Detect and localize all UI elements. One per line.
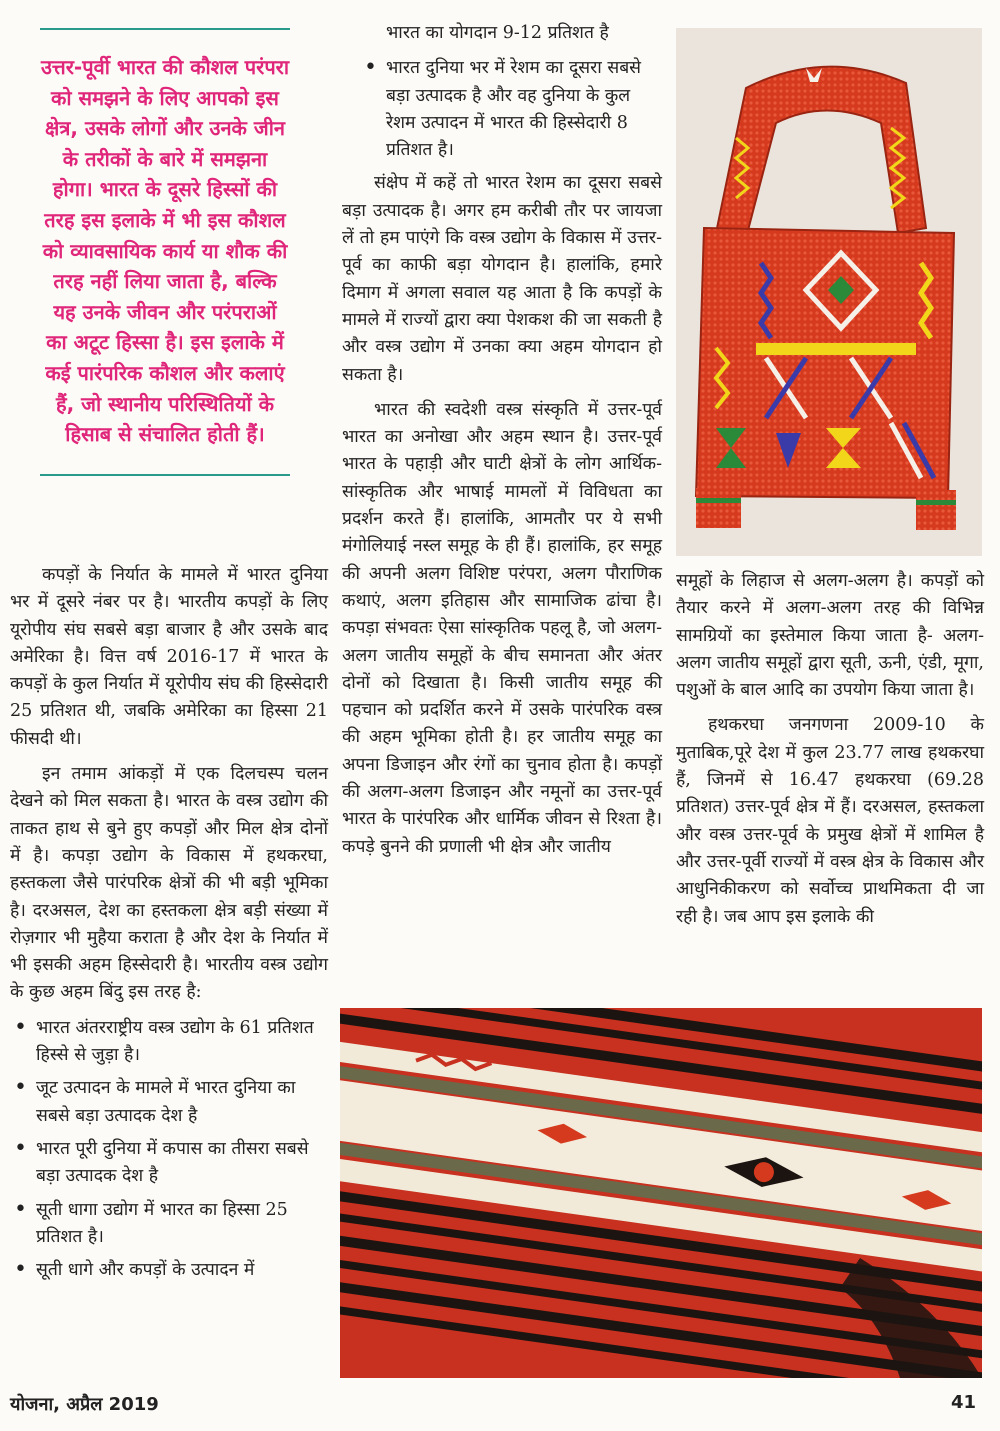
paragraph: समूहों के लिहाज से अलग-अलग है। कपड़ों को तैयार करने में अलग-अलग तरह की विभिन्न सामग्रियों का इस्तेमाल किया जाता है- अलग-अलग जातीय समूहों द्वारा सूती, ऊनी, एंडी, मूगा, पशुओं के बाल आदि का उपयोग किया जाता है। [676, 571, 984, 701]
magazine-footer: योजना, अप्रैल 2019 [10, 1394, 159, 1415]
paragraph: इन तमाम आंकड़ों में एक दिलचस्प चलन देखने को मिल सकता है। भारत के वस्त्र उद्योग की ताकत हाथ से बुने हुए कपड़ों और मिल क्षेत्र दोनों में है। कपड़ा उद्योग के विकास में हथकरघा, हस्तकला जैसे पारंपरिक क्षेत्रों की भी बड़ी भूमिका है। दरअसल, देश का हस्तकला क्षेत्र बड़ी संख्या में रोज़गार भी मुहैया कराता है और देश के निर्यात में भी इसकी अहम हिस्सेदारी है। भारतीय वस्त्र उद्योग के कुछ अहम बिंदु इस तरह है: [10, 764, 328, 1003]
pull-quote [40, 28, 290, 476]
page-number: 41 [950, 1392, 976, 1413]
column-middle [342, 20, 662, 869]
column-right [676, 568, 984, 939]
pull-quote-text: उत्तर-पूर्वी भारत की कौशल परंपरा को समझने के लिए आपको इस क्षेत्र, उसके लोगों और उनके जीन के तरीकों के बारे में समझना होगा। भारत के दूसरे हिस्सों की तरह इस इलाके में भी इस कौशल को व्यावसायिक कार्य या शौक की तरह नहीं लिया जाता है, बल्कि यह उनके जीवन और परंपराओं का अटूट हिस्सा है। इस इलाके में कई पारंपरिक कौशल और कलाएं हैं, जो स्थानीय परिस्थितियों के हिसाब से संचालित होती हैं। [40, 55, 290, 447]
list-item: • भारत पूरी दुनिया में कपास का तीसरा सबसे बड़ा उत्पादक देश है [36, 1136, 328, 1191]
paragraph: भारत की स्वदेशी वस्त्र संस्कृति में उत्तर-पूर्व भारत का अनोखा और अहम स्थान है। उत्तर-पूर्व भारत के पहाड़ी और घाटी क्षेत्रों के लोग आर्थिक-सांस्कृतिक और भाषाई मामलों में विविधता का प्रदर्शन करते हैं। हालांकि, आमतौर पर ये सभी मंगोलियाई नस्ल समूह के ही हैं। हालांकि, हर समूह की अपनी अलग विशिष्ट परंपरा, अलग पौराणिक कथाएं, अलग इतिहास और सामाजिक ढांचा है। कपड़ा संभवतः ऐसा सांस्कृतिक पहलू है, जो अलग-अलग जातीय समूहों के बीच समानता और अंतर दोनों को दिखाता है। किसी जातीय समूह की पहचान को प्रदर्शित करने में उसके पारंपरिक वस्त्र की अहम भूमिका होती है। हर जातीय समूह का अपना डिजाइन और रंगों का चुनाव होता है। कपड़ों की अलग-अलग डिजाइन और नमूनों का उत्तर-पूर्व भारत के पारंपरिक और धार्मिक जीवन से रिश्ता है। कपड़े बुनने की प्रणाली भी क्षेत्र और जातीय [342, 399, 662, 857]
bullet-list [342, 55, 662, 164]
list-item: • भारत अंतरराष्ट्रीय वस्त्र उद्योग के 61 प्रतिशत हिस्से से जुड़ा है। [36, 1015, 328, 1070]
continued-text: भारत का योगदान 9-12 प्रतिशत है [386, 23, 609, 43]
list-item: • सूती धागे और कपड़ों के उत्पादन में [36, 1257, 328, 1284]
striped-shawl-photo [340, 1008, 982, 1378]
paragraph: कपड़ों के निर्यात के मामले में भारत दुनिया भर में दूसरे नंबर पर है। भारतीय कपड़ों के लिए यूरोपीय संघ सबसे बड़ा बाजार है और उसके बाद अमेरिका है। वित्त वर्ष 2016-17 में भारत के कपड़ों के कुल निर्यात में यूरोपीय संघ की हिस्सेदारी 25 प्रतिशत थी, जबकि अमेरिका का हिस्सा 21 फीसदी थी। [10, 565, 328, 749]
paragraph: संक्षेप में कहें तो भारत रेशम का दूसरा सबसे बड़ा उत्पादक है। अगर हम करीबी तौर पर जायजा लें तो हम पाएंगे कि वस्त्र उद्योग के विकास में उत्तर-पूर्व का काफी बड़ा योगदान है। हालांकि, हमारे दिमाग में अगला सवाल यह आता है कि कपड़ों के मामले में राज्यों द्वारा क्या पेशकश की जा सकती है और वस्त्र उद्योग में उनका क्या अहम योगदान हो सकता है। [342, 173, 662, 385]
list-item: • सूती धागा उद्योग में भारत का हिस्सा 25 प्रतिशत है। [36, 1197, 328, 1252]
bullet-list [10, 1015, 328, 1285]
list-item: • भारत दुनिया भर में रेशम का दूसरा सबसे बड़ा उत्पादक है और वह दुनिया के कुल रेशम उत्पादन में भारत की हिस्सेदारी 8 प्रतिशत है। [386, 55, 662, 164]
list-item: • जूट उत्पादन के मामले में भारत दुनिया का सबसे बड़ा उत्पादक देश है [36, 1075, 328, 1130]
paragraph: हथकरघा जनगणना 2009-10 के मुताबिक,पूरे देश में कुल 23.77 लाख हथकरघा हैं, जिनमें से 16.47 हथकरघा (69.28 प्रतिशत) उत्तर-पूर्व क्षेत्र में हैं। दरअसल, हस्तकला और वस्त्र उत्तर-पूर्व के प्रमुख क्षेत्रों में शामिल है और उत्तर-पूर्वी राज्यों में वस्त्र क्षेत्र के विकास और आधुनिकीकरण को सर्वोच्च प्राथमिकता दी जा रही है। जब आप इस इलाके की [676, 715, 984, 927]
column-left [10, 562, 328, 1290]
beaded-bag-photo [676, 28, 982, 556]
beaded-bag-illustration [676, 28, 982, 556]
striped-shawl-illustration [340, 1008, 982, 1378]
